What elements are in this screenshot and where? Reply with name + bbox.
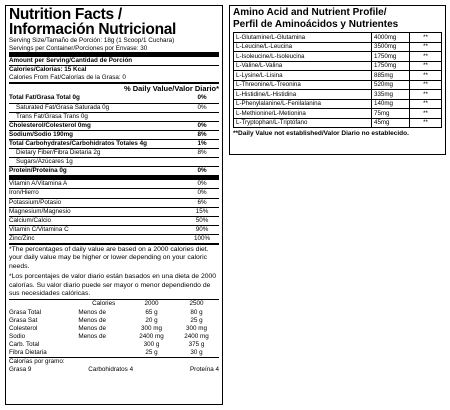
- nutrient-label: Total Carbohydrates/Carbohidratos Totales 4g: [9, 139, 147, 147]
- amino-title-line2: Perfil de Aminoácidos y Nutrientes: [233, 18, 399, 30]
- vitamin-label: Magnesium/Magnesio: [9, 207, 71, 215]
- amino-row: [234, 52, 442, 62]
- cal-carb: Carbohidratos 4: [88, 366, 134, 374]
- amino-dv: **: [410, 80, 442, 90]
- amino-name: L-Leucine/L-Leucina: [234, 42, 372, 52]
- calories-per-gram-values: [9, 366, 219, 374]
- amino-row: [234, 118, 442, 128]
- amino-row: [234, 90, 442, 100]
- vitamin-dv: 6%: [197, 198, 207, 206]
- amino-footnote: **Daily Value not established/Valor Diario no establecido.: [233, 130, 409, 137]
- dv-table-cell: [78, 341, 129, 349]
- nutrient-dv: 1%: [197, 139, 207, 147]
- dv-table-header-cell: Calories: [92, 300, 116, 308]
- amino-dv: **: [410, 90, 442, 100]
- dv-table-row: [9, 349, 219, 357]
- vitamin-dv: 100%: [193, 234, 211, 242]
- vitamin-dv: 0%: [197, 189, 207, 197]
- dv-table-row: [9, 317, 219, 325]
- nutrient-label: Protein/Proteína 0g: [9, 167, 67, 175]
- dv-table-row: [9, 341, 219, 349]
- amino-dv: **: [410, 71, 442, 81]
- dv-table-cell: Menos de: [78, 308, 106, 316]
- vitamin-dv: 0%: [197, 180, 207, 188]
- daily-value-header: % Daily Value/Valor Diario*: [123, 84, 219, 94]
- dv-table-cell: 375 g: [188, 340, 205, 348]
- nutrient-dv: [185, 113, 219, 121]
- amino-row: [234, 99, 442, 109]
- amino-amount: 140mg: [372, 99, 410, 109]
- amino-name: L-Tryptophan/L-Triptófano: [234, 118, 372, 128]
- vitamin-list: [9, 180, 219, 243]
- nutrient-row: [9, 94, 219, 102]
- dv-table-cell: 2400 mg: [184, 332, 209, 340]
- vitamin-row: [9, 226, 219, 234]
- amino-dv: **: [410, 61, 442, 71]
- dv-table-cell: Menos de: [78, 316, 106, 324]
- amino-name: L-Lysine/L-Lisina: [234, 71, 372, 81]
- vitamin-dv: 90%: [195, 225, 209, 233]
- dv-table-cell: 25 g: [190, 316, 203, 324]
- amino-acid-panel: [229, 5, 446, 155]
- dv-table-cell: [78, 349, 129, 357]
- amino-row: [234, 42, 442, 52]
- dv-table-row: [9, 325, 219, 333]
- nutrient-row: [9, 167, 219, 175]
- servings-per-container: Servings per Container/Porciones por Envase: 30: [9, 44, 148, 52]
- dv-table-cell: 300 mg: [141, 324, 163, 332]
- amino-row: [234, 61, 442, 71]
- vitamin-label: Vitamin A/Vitamina A: [9, 180, 68, 188]
- calories-per-gram-label: [9, 358, 219, 366]
- amount-per-label: Amount per Serving/Cantidad de Porción: [9, 57, 133, 65]
- amino-dv: **: [410, 118, 442, 128]
- nutrient-label: Dietary Fiber/Fibra Dietaria 2g: [16, 149, 101, 157]
- amino-dv: **: [410, 52, 442, 62]
- dv-table-cell: Menos de: [78, 332, 106, 340]
- nutrient-label: Sodium/Sodio 190mg: [9, 130, 74, 138]
- amino-title-line1: Amino Acid and Nutrient Profile/: [233, 7, 387, 18]
- nutrient-label: Cholesterol/Colesterol 0mg: [9, 121, 91, 129]
- dv-table-header-cell: [9, 300, 78, 308]
- vitamin-label: Zinc/Zinc: [9, 234, 35, 242]
- dv-table-header: [9, 300, 219, 308]
- amino-amount: 45mg: [372, 118, 410, 128]
- cal-fat: Grasa 9: [9, 366, 32, 374]
- dv-table-cell: 20 g: [145, 316, 158, 324]
- vitamin-dv: 50%: [195, 216, 209, 224]
- dv-table-cell: 65 g: [145, 308, 158, 316]
- vitamin-row: [9, 217, 219, 225]
- calories-label: Calories/Calorías: 15 Kcal: [9, 66, 87, 74]
- amino-amount: 885mg: [372, 71, 410, 81]
- nutrient-dv: 0%: [197, 103, 207, 111]
- nutrient-dv: 0%: [197, 94, 207, 102]
- nutrient-label: Trans Fat/Grasa Trans 0g: [16, 112, 88, 120]
- nutrition-facts-panel: [5, 5, 223, 405]
- vitamin-label: Vitamin C/Vitamina C: [9, 225, 69, 233]
- amino-amount: 520mg: [372, 80, 410, 90]
- vitamin-label: Iron/Hierro: [9, 189, 39, 197]
- amino-amount: 4000mg: [372, 33, 410, 43]
- nutrient-dv: 0%: [197, 121, 207, 129]
- dv-table-row: [9, 333, 219, 341]
- dv-table-cell: Sodio: [9, 332, 26, 340]
- nutrient-row: [9, 122, 219, 130]
- footnote-en: *The percentages of daily value are based on a 2000 calories diet. your daily value may be higher or lower depending on your caloric needs.: [9, 245, 209, 270]
- calories-fat-label: Calories From Fat/Calorías de la Grasa: 0: [9, 74, 126, 82]
- nutrient-row: [9, 140, 219, 148]
- dv-table-cell: 30 g: [190, 348, 203, 356]
- amino-dv: **: [410, 109, 442, 119]
- amino-dv: **: [410, 33, 442, 43]
- nutrient-label: Sugars/Azúcares 1g: [16, 158, 73, 166]
- nutrition-title-en: Nutrition Facts /: [9, 6, 122, 23]
- amino-dv: **: [410, 99, 442, 109]
- amino-amount: 335mg: [372, 90, 410, 100]
- dv-table-cell: Grasa Sat: [9, 316, 38, 324]
- calories-fat-row: [9, 74, 219, 82]
- serving-size: Serving Size/Tamaño de Porción: 18g (1 Scoop/1 Cuchara): [9, 37, 175, 44]
- cal-protein: Proteína 4: [189, 366, 219, 374]
- vitamin-row: [9, 199, 219, 207]
- amino-row: [234, 80, 442, 90]
- dv-table-cell: Grasa Total: [9, 308, 42, 316]
- nutrient-row: [9, 158, 219, 166]
- dv-table-cell: 25 g: [145, 348, 158, 356]
- amino-name: L-Methionine/L-Metionina: [234, 109, 372, 119]
- nutrient-label: Total Fat/Grasa Total 0g: [9, 94, 80, 102]
- nutrient-list: [9, 94, 219, 175]
- nutrient-dv: 8%: [197, 149, 207, 157]
- nutrient-dv: 0%: [197, 167, 207, 175]
- dv-table-cell: Menos de: [78, 324, 106, 332]
- dv-table-cell: Colesterol: [9, 324, 38, 332]
- amino-name: L-Isoleucine/L-Isoleucina: [234, 52, 372, 62]
- dv-table-cell: Fibra Dietaria: [9, 348, 47, 356]
- footnote-es: *Los porcentajes de valor diario están basados en una dieta de 2000 calorías. Su valor diario puede ser mayor o menor dependiendo de sus necesidades calóricas.: [9, 273, 217, 297]
- cal-per-gram-text: Calorías por gramo:: [9, 358, 65, 366]
- vitamin-row: [9, 189, 219, 197]
- dv-table-cell: 2400 mg: [139, 332, 164, 340]
- nutrient-row: [9, 149, 219, 157]
- dv-table-header-cell: 2000: [144, 300, 159, 308]
- amino-name: L-Glutamine/L-Glutamina: [234, 33, 372, 43]
- amino-row: [234, 71, 442, 81]
- dv-table-header-cell: 2500: [189, 300, 204, 308]
- amount-per-serving: [9, 57, 219, 65]
- amino-row: [234, 33, 442, 43]
- dv-table-cell: 80 g: [190, 308, 203, 316]
- nutrient-row: [9, 104, 219, 112]
- dv-table-cell: Carb. Total: [9, 340, 40, 348]
- amino-name: L-Phenylalanine/L-Fenilalanina: [234, 99, 372, 109]
- amino-name: L-Histidine/L-Histidina: [234, 90, 372, 100]
- nutrient-row: [9, 113, 219, 121]
- vitamin-label: Calcium/Calcio: [9, 216, 51, 224]
- nutrition-title-es: Información Nutricional: [9, 21, 177, 38]
- vitamin-row: [9, 208, 219, 216]
- amino-dv: **: [410, 42, 442, 52]
- dv-table-cell: 300 g: [143, 340, 160, 348]
- amino-name: L-Valine/L-Valina: [234, 61, 372, 71]
- amino-amount: 1750mg: [372, 61, 410, 71]
- amino-row: [234, 109, 442, 119]
- daily-value-table: [9, 300, 219, 357]
- dv-table-row: [9, 309, 219, 317]
- vitamin-dv: 15%: [195, 207, 209, 215]
- amino-table: [233, 32, 442, 128]
- nutrient-dv: [185, 158, 219, 166]
- vitamin-row: [9, 180, 219, 188]
- amino-amount: 3500mg: [372, 42, 410, 52]
- nutrient-label: Saturated Fat/Grasa Saturada 0g: [16, 103, 110, 111]
- dv-table-cell: 300 mg: [186, 324, 208, 332]
- nutrient-row: [9, 131, 219, 139]
- amino-name: L-Threonine/L-Treonina: [234, 80, 372, 90]
- amino-amount: 1750mg: [372, 52, 410, 62]
- vitamin-label: Potassium/Potasio: [9, 198, 62, 206]
- vitamin-row: [9, 235, 219, 243]
- calories-row: [9, 66, 219, 74]
- amino-amount: 75mg: [372, 109, 410, 119]
- nutrient-dv: 8%: [197, 130, 207, 138]
